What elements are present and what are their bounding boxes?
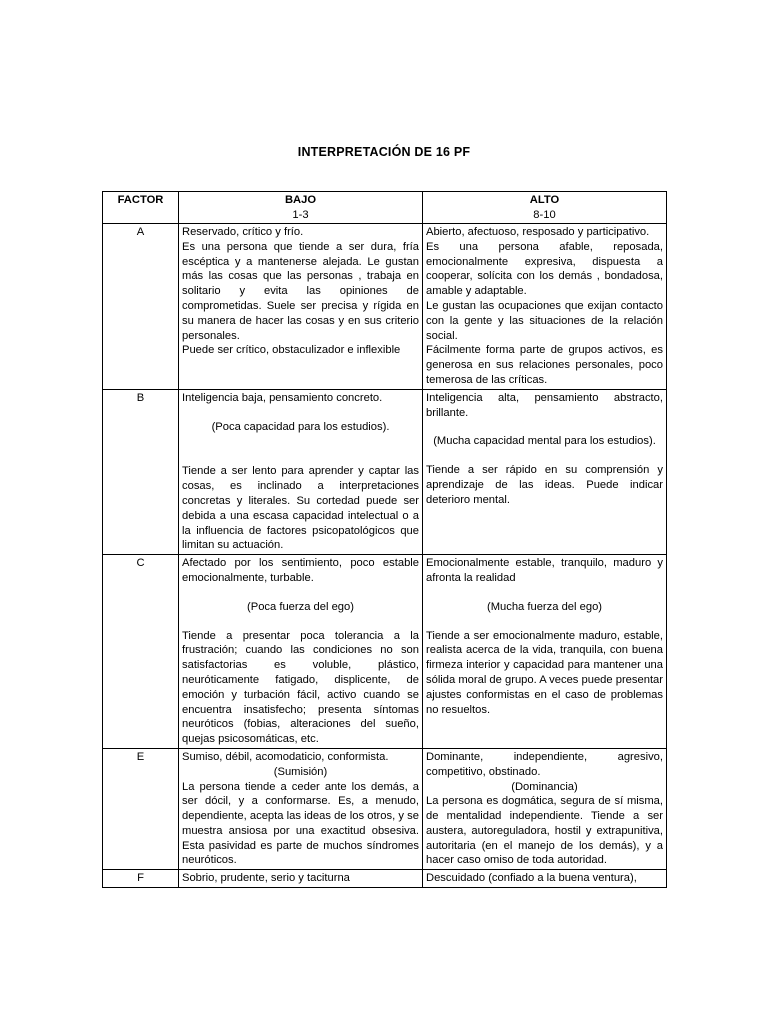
bajo-cell: Reservado, crítico y frío. Es una persona que tiende a ser dura, fría escéptica y a mantenerse alejada. Le gustan más las cosas que las personas , trabaja en solitario y evita las opiniones de comprometidas. Suele ser precisa y rígida en su manera de hacer las cosas y en sus criterio personales. Puede ser crítico, obstaculizador e inflexible — [179, 224, 423, 390]
alto-cell: Descuidado (confiado a la buena ventura), — [423, 870, 667, 888]
header-alto-range: 8-10 — [533, 208, 556, 221]
factor-cell: F — [103, 870, 179, 888]
bajo-cell: Sumiso, débil, acomodaticio, conformista. (Sumisión) La persona tiende a ceder ante los demás, a ser dócil, y a conformarse. Es, a menudo, dependiente, acepta las ideas de los otros, y se muestra ansiosa por una exactitud obsesiva. Esta pasividad es parte de muchos síndromes neuróticos. — [179, 748, 423, 869]
factor-cell: A — [103, 224, 179, 390]
table-row — [103, 870, 667, 888]
header-bajo — [179, 192, 423, 224]
bajo-cell: Inteligencia baja, pensamiento concreto. (Poca capacidad para los estudios). Tiende a ser lento para aprender y captar las cosas, es inclinado a interpretaciones concretas y literales. Su cortedad puede ser debida a una escasa capacidad intelectual o a la influencia de factores psicopatológicos que limitan su actuación. — [179, 389, 423, 554]
header-bajo-range: 1-3 — [292, 208, 309, 221]
alto-cell: Emocionalmente estable, tranquilo, maduro y afronta la realidad (Mucha fuerza del ego) Tiende a ser emocionalmente maduro, estable, realista acerca de la vida, tranquila, con buena firmeza interior y capacidad para mantener una sólida moral de grupo. A veces puede presentar ajustes conformistas en el caso de problemas no resueltos. — [423, 555, 667, 749]
factor-cell: E — [103, 748, 179, 869]
table-row — [103, 555, 667, 749]
factor-cell: B — [103, 389, 179, 554]
bajo-cell: Sobrio, prudente, serio y taciturna — [179, 870, 423, 888]
header-bajo-label: BAJO — [284, 194, 317, 206]
interpretation-table — [102, 191, 667, 888]
header-alto-label: ALTO — [529, 194, 560, 206]
factor-cell: C — [103, 555, 179, 749]
alto-cell: Dominante, independiente, agresivo, competitivo, obstinado. (Dominancia) La persona es dogmática, segura de sí misma, de mentalidad independiente. Tiende a ser austera, autoreguladora, hostil y extrapunitiva, autoritaria (en el manejo de los demás), y a hacer caso omiso de toda autoridad. — [423, 748, 667, 869]
table-row — [103, 389, 667, 554]
bajo-cell: Afectado por los sentimiento, poco estable emocionalmente, turbable. (Poca fuerza del ego) Tiende a presentar poca tolerancia a la frustración; cuando las condiciones no son satisfactorias es voluble, plástico, neuróticamente fatigado, displicente, de emoción y turbación fácil, activo cuando se encuentra insatisfecho; presenta síntomas neuróticos (fobias, alteraciones del sueño, quejas psicosomáticas, etc. — [179, 555, 423, 749]
header-factor: FACTOR — [103, 192, 179, 224]
table-row — [103, 748, 667, 869]
table-row — [103, 224, 667, 390]
header-alto — [423, 192, 667, 224]
table-header-row — [103, 192, 667, 224]
alto-cell: Abierto, afectuoso, resposado y participativo. Es una persona afable, reposada, emocionalmente expresiva, dispuesta a cooperar, solícita con los demás , bondadosa, amable y adaptable. Le gustan las ocupaciones que exijan contacto con la gente y las situaciones de la relación social. Fácilmente forma parte de grupos activos, es generosa en sus relaciones personales, poco temerosa de las críticas. — [423, 224, 667, 390]
page-title: INTERPRETACIÓN DE 16 PF — [297, 145, 471, 159]
alto-cell: Inteligencia alta, pensamiento abstracto, brillante. (Mucha capacidad mental para los estudios). Tiende a ser rápido en su comprensión y aprendizaje de las ideas. Puede indicar deterioro mental. — [423, 389, 667, 554]
